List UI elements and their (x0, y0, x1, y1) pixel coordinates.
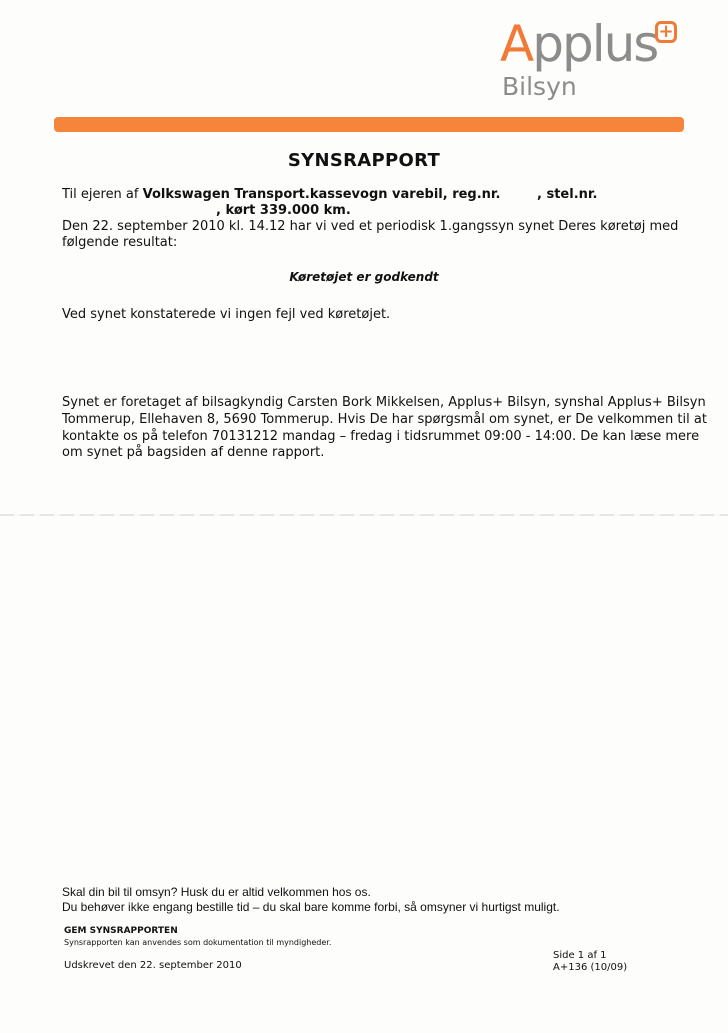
keep-heading: GEM SYNSRAPPORTEN (64, 926, 178, 936)
form-code: A+136 (10/09) (553, 962, 628, 973)
logo-letter-a: A (500, 15, 533, 73)
result-status: Køretøjet er godkendt (289, 270, 439, 284)
logo-text-rest: pplus (532, 15, 658, 73)
logo-subtitle: Bilsyn (502, 72, 577, 101)
page-number: Side 1 af 1 (553, 950, 607, 961)
footer-ad-line-1: Skal din bil til omsyn? Husk du er altid velkommen hos os. (62, 885, 371, 899)
inspector-line-2: Tommerup, Ellehaven 8, 5690 Tommerup. Hvis De har spørgsmål om synet, er De velkommen til at (62, 412, 707, 427)
header-bar (54, 117, 684, 132)
finding-text: Ved synet konstaterede vi ingen fejl ved køretøjet. (62, 307, 391, 322)
mileage: , kørt 339.000 km. (216, 203, 351, 218)
applus-logo (500, 14, 657, 74)
footer-ad-line-2: Du behøver ikke engang bestille tid – du skal bare komme forbi, så omsyner vi hurtigst muligt. (62, 900, 560, 914)
owner-prefix: Til ejeren af (62, 187, 143, 202)
keep-note: Synsrapporten kan anvendes som dokumentation til myndigheder. (64, 938, 332, 947)
inspector-line-1: Synet er foretaget af bilsagkyndig Carsten Bork Mikkelsen, Applus+ Bilsyn, synshal Applus+ Bilsyn (62, 395, 706, 410)
inspector-line-3: kontakte os på telefon 70131212 mandag – fredag i tidsrummet 09:00 - 14:00. De kan læse mere (62, 429, 700, 444)
vehicle-description: Volkswagen Transport.kassevogn varebil, reg.nr. (142, 187, 501, 202)
page-title: SYNSRAPPORT (287, 150, 441, 171)
inspection-line-2: følgende resultat: (62, 235, 178, 250)
stel-label: , stel.nr. (537, 187, 598, 202)
inspector-line-4: om synet på bagsiden af denne rapport. (62, 445, 325, 460)
logo-plus-icon: + (655, 21, 677, 43)
inspection-line-1: Den 22. september 2010 kl. 14.12 har vi ved et periodisk 1.gangssyn synet Deres køretøj med (62, 219, 679, 234)
printed-date: Udskrevet den 22. september 2010 (64, 960, 242, 971)
paper-fold-line (0, 514, 728, 516)
